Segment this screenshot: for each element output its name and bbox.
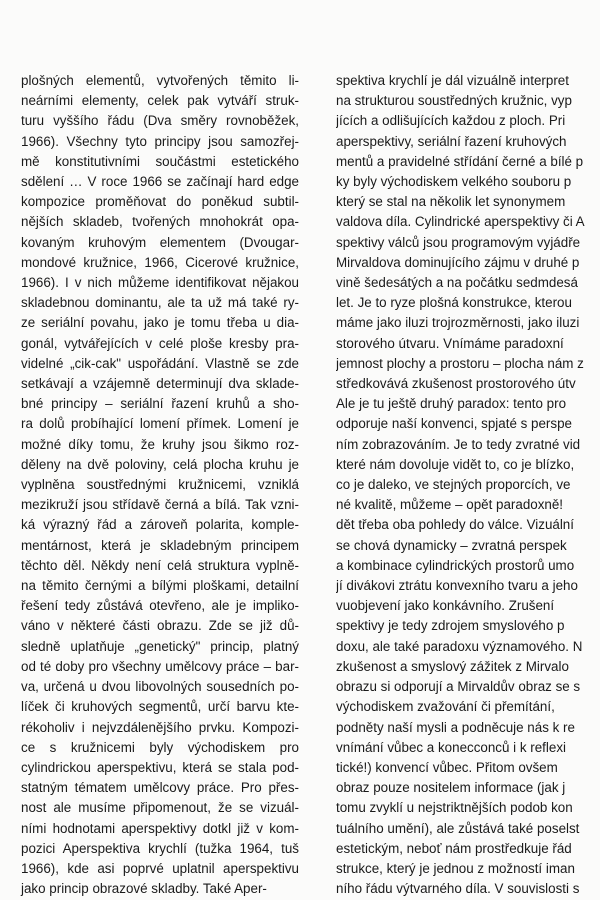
text-line: ra dolů probíhající lomení přímek. Lomení je	[21, 416, 299, 432]
text-line: mentů a pravidelné střídání černé a bílé p	[336, 153, 584, 169]
text-line: ze seriální povahu, jako je tomu třeba u dia-	[21, 315, 299, 331]
text-line: mezikruží jsou střídavě černá a bílá. Tak vzni-	[21, 497, 299, 513]
text-line: mě konstitutivními součástmi estetického	[21, 153, 299, 169]
text-line: videlné „cik-cak" uspořádání. Vlastně se zde	[21, 355, 299, 371]
text-line: jemnost plochy a prostoru – plocha nám z	[336, 355, 584, 371]
text-line: sledně uplatňuje „genetický" princip, platný	[21, 638, 299, 654]
text-line: středkovává zkušenost prostorového útv	[336, 376, 576, 392]
text-line: na těmito černými a bílými ploškami, detailní	[21, 578, 299, 594]
text-line: skladebnou dominantu, ale ta už má také ry-	[21, 295, 299, 311]
text-line: podněty naší mysli a podněcuje nás k re	[336, 719, 575, 735]
text-line: těchto děl. Někdy není celá struktura vyplně-	[21, 557, 299, 573]
text-line: pozici Aperspektiva krychlí (tužka 1964, tuš	[21, 840, 299, 856]
text-line: estetickým, neboť nám prostředkuje řád	[336, 840, 572, 856]
text-line: obraz pouze nositelem informace (jak j	[336, 780, 566, 796]
text-line: kovaným kruhovým elementem (Dvougar-	[21, 234, 299, 250]
text-line: které nám dovoluje vidět to, co je blízko,	[336, 456, 575, 472]
text-line: nějších skladeb, tvořených mnohokrát opa-	[21, 214, 299, 230]
right-text-column	[336, 71, 600, 899]
text-line: od té doby pro všechny umělcovy práce – bar-	[21, 658, 299, 674]
text-line: doxu, ale také paradoxu významového. N	[336, 638, 583, 654]
text-line: děleny na dvě poloviny, celá plocha kruhu je	[21, 456, 299, 472]
text-line: 1966). Všechny tyto principy jsou samozřej-	[21, 133, 299, 149]
text-line: mentárnost, která je skladebným principem	[21, 537, 299, 553]
text-line: vuobjevení jako konkávního. Zrušení	[336, 598, 555, 614]
text-line: možné díky tomu, že kruhy jsou šikmo roz-	[21, 436, 299, 452]
text-line: plošných elementů, vytvořených těmito li-	[21, 73, 299, 88]
text-line: ním zobrazováním. Je to tedy zvratné vid	[336, 436, 581, 452]
text-line: jako princip obrazové skladby. Také Aper-	[21, 881, 267, 897]
text-line: ce s kružnicemi byly východiskem pro	[21, 739, 299, 755]
text-line: statným tématem umělcovy práce. Pro přes-	[21, 780, 299, 796]
text-line: nost ale musíme připomenout, že se vizuál-	[21, 800, 299, 816]
text-line: co je daleko, ve stejných proporcích, ve	[336, 477, 571, 493]
text-line: va, určená u dvou libovolných sousedních po-	[21, 679, 299, 695]
text-line: spektivy válců jsou programovým vyjádře	[336, 234, 581, 250]
text-line: vině šedesátých a na počátku sedmdesá	[336, 275, 578, 291]
text-line: aperspektivy, seriální řazení kruhových	[336, 133, 567, 149]
text-line: líček či kruhových segmentů, určí barvu kte-	[21, 699, 299, 715]
text-line: odporuje naší konvenci, spjaté s perspe	[336, 416, 572, 432]
text-line: východiskem zvažování či přemítání,	[336, 699, 555, 715]
text-line: ními hodnotami aperspektivy dotkl již v kom-	[21, 820, 299, 836]
text-line: kompozice proměňovat do poněkud subtil-	[21, 194, 299, 210]
text-line: Ale je tu ještě druhý paradox: tento pro	[336, 396, 567, 412]
text-line: ního řádu výtvarného díla. V souvislosti s	[336, 881, 580, 897]
text-line: setkávají a vzájemně determinují dva sklade-	[21, 376, 299, 392]
text-line: zkušenost a smyslový zážitek z Mirvalo	[336, 658, 569, 674]
text-line: valdova díla. Cylindrické aperspektivy či A	[336, 214, 585, 230]
text-line: rékoholiv i nejvzdálenějšího prvku. Kompozi-	[21, 719, 299, 735]
text-line: vyplněna soustřednými kružnicemi, vzniklá	[21, 477, 299, 493]
text-line: spektivy je tedy zdrojem smyslového p	[336, 618, 565, 634]
text-line: dět třeba oba pohledy do válce. Vizuální	[336, 517, 574, 533]
text-line: ky byly východiskem velkého souboru p	[336, 174, 572, 190]
text-line: jí divákovi ztrátu konvexního tvaru a jeho	[336, 578, 578, 594]
text-line: tuálního umění), ale zůstává také poselst	[336, 820, 580, 836]
text-line: storového útvaru. Vnímáme paradoxní	[336, 335, 564, 351]
text-line: mondové kružnice, 1966, Cicerové kružnice,	[21, 254, 299, 270]
text-line: se chová dynamicky – zvratná perspek	[336, 537, 567, 553]
text-line: 1966), kde asi poprvé uplatnil aperspektivu	[21, 860, 299, 876]
text-line: jících a odlišujících každou z ploch. Pri	[336, 113, 566, 129]
text-line: let. Je to ryze plošná konstrukce, kterou	[336, 295, 572, 311]
text-line: Mirvaldova dominujícího zájmu v druhé p	[336, 254, 580, 270]
text-line: sdělení … V roce 1966 se začínají hard edge	[21, 174, 299, 190]
text-line: ká výrazný řád a zároveň polarita, komple-	[21, 517, 299, 533]
text-line: cylindrickou aperspektivu, která se stala pod-	[21, 759, 299, 775]
text-line: obrazu si odporují a Mirvaldův obraz se s	[336, 679, 581, 695]
text-line: 1966). I v nich můžeme identifikovat nějakou	[21, 275, 299, 291]
text-line: turu vyššího řádu (Dva směry rovnoběžek,	[21, 113, 299, 129]
text-line: gonál, vytvářejících v celé ploše kresby pra-	[21, 335, 299, 351]
text-line: který se stal na několik let synonymem	[336, 194, 566, 210]
text-line: řešení tedy zůstává otevřeno, ale je impliko-	[21, 598, 299, 614]
text-line: neárními elementy, celek pak vytváří struk-	[21, 93, 299, 109]
text-line: tomu zvyklí u nejstriktnějších podob kon	[336, 800, 573, 816]
text-line: bné principy – seriální řazení kruhů a sho-	[21, 396, 299, 412]
text-line: vnímání vůbec a konecconců i k reflexi	[336, 739, 566, 755]
text-line: a kombinace cylindrických prostorů umo	[336, 557, 575, 573]
text-line: máme jako iluzi trojrozměrnosti, jako iluzi	[336, 315, 580, 331]
text-line: tické!) konvencí vůbec. Přitom ovšem	[336, 759, 558, 775]
text-line: spektiva krychlí je dál vizuálně interpret	[336, 73, 569, 88]
text-line: strukce, který je jednou z možností iman	[336, 860, 575, 876]
text-line: váno v některé části obrazu. Zde se již dů-	[21, 618, 299, 634]
text-line: né kvalitě, můžeme – opět paradoxně!	[336, 497, 564, 513]
text-line: na strukturou soustředných kružnic, vyp	[336, 93, 572, 109]
left-text-column	[21, 71, 299, 899]
